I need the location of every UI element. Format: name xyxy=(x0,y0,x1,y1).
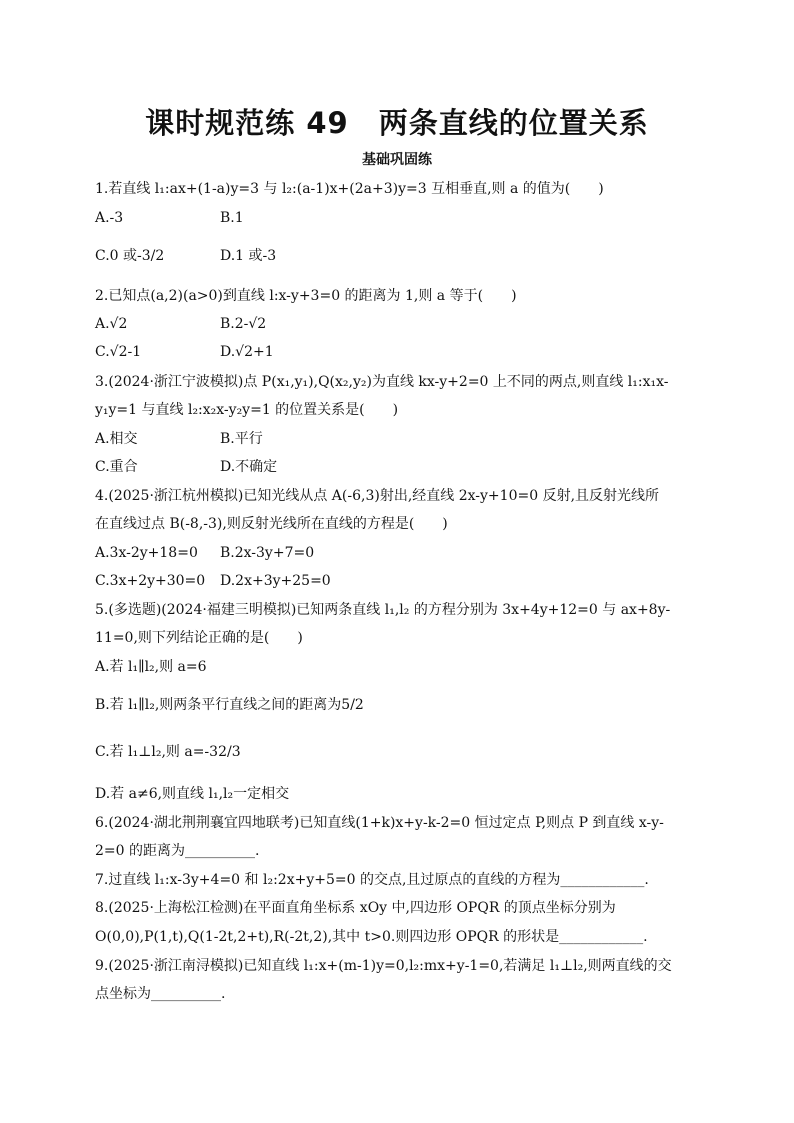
question-line: D.√2+1 xyxy=(220,344,274,360)
question-line: C.√2-1 xyxy=(95,344,142,360)
question-line: B.1 xyxy=(220,210,244,226)
page-title: 课时规范练 49 两条直线的位置关系 xyxy=(145,106,649,140)
question-line: O(0,0),P(1,t),Q(1-2t,2+t),R(-2t,2),其中 t>0.则四边形 OPQR 的形状是____________. xyxy=(95,929,648,945)
question-line: D.若 a≠6,则直线 l₁,l₂一定相交 xyxy=(95,786,290,802)
question-line: 在直线过点 B(-8,-3),则反射光线所在直线的方程是( ) xyxy=(95,516,448,532)
question-line: A.相交 xyxy=(95,431,138,447)
question-line: 6.(2024·湖北荆荆襄宜四地联考)已知直线(1+k)x+y-k-2=0 恒过定点 P,则点 P 到直线 x-y- xyxy=(95,815,664,831)
question-line: 4.(2025·浙江杭州模拟)已知光线从点 A(-6,3)射出,经直线 2x-y+10=0 反射,且反射光线所 xyxy=(95,488,660,504)
question-line: B.2x-3y+7=0 xyxy=(220,545,315,561)
question-line: 11=0,则下列结论正确的是( ) xyxy=(95,630,303,646)
question-line: D.1 或-3 xyxy=(220,248,277,264)
question-line: 9.(2025·浙江南浔模拟)已知直线 l₁:x+(m-1)y=0,l₂:mx+y-1=0,若满足 l₁⊥l₂,则两直线的交 xyxy=(95,958,672,974)
question-line: B.若 l₁∥l₂,则两条平行直线之间的距离为5/2 xyxy=(95,697,364,713)
question-line: 1.若直线 l₁:ax+(1-a)y=3 与 l₂:(a-1)x+(2a+3)y=3 互相垂直,则 a 的值为( ) xyxy=(95,181,604,197)
question-line: A.3x-2y+18=0 xyxy=(95,545,198,561)
section-heading: 基础巩固练 xyxy=(362,152,432,168)
question-line: A.-3 xyxy=(95,210,124,226)
question-line: C.重合 xyxy=(95,459,138,475)
question-line: 8.(2025·上海松江检测)在平面直角坐标系 xOy 中,四边形 OPQR 的顶点坐标分别为 xyxy=(95,900,616,916)
question-line: 7.过直线 l₁:x-3y+4=0 和 l₂:2x+y+5=0 的交点,且过原点的直线的方程为____________. xyxy=(95,872,649,888)
question-line: A.若 l₁∥l₂,则 a=6 xyxy=(95,659,207,675)
question-line: B.2-√2 xyxy=(220,316,267,332)
question-line: 3.(2024·浙江宁波模拟)点 P(x₁,y₁),Q(x₂,y₂)为直线 kx-y+2=0 上不同的两点,则直线 l₁:x₁x- xyxy=(95,374,669,390)
question-line: A.√2 xyxy=(95,316,128,332)
question-line: D.2x+3y+25=0 xyxy=(220,573,331,589)
question-line: 2.已知点(a,2)(a>0)到直线 l:x-y+3=0 的距离为 1,则 a 等于( ) xyxy=(95,288,517,304)
question-line: 2=0 的距离为__________. xyxy=(95,843,260,859)
question-line: C.若 l₁⊥l₂,则 a=-32/3 xyxy=(95,744,241,760)
question-line: C.3x+2y+30=0 xyxy=(95,573,206,589)
question-line: 5.(多选题)(2024·福建三明模拟)已知两条直线 l₁,l₂ 的方程分别为 3x+4y+12=0 与 ax+8y- xyxy=(95,602,671,618)
question-line: C.0 或-3/2 xyxy=(95,248,165,264)
question-line: B.平行 xyxy=(220,431,263,447)
question-line: D.不确定 xyxy=(220,459,278,475)
question-line: 点坐标为__________. xyxy=(95,986,226,1002)
question-line: y₁y=1 与直线 l₂:x₂x-y₂y=1 的位置关系是( ) xyxy=(95,402,399,418)
